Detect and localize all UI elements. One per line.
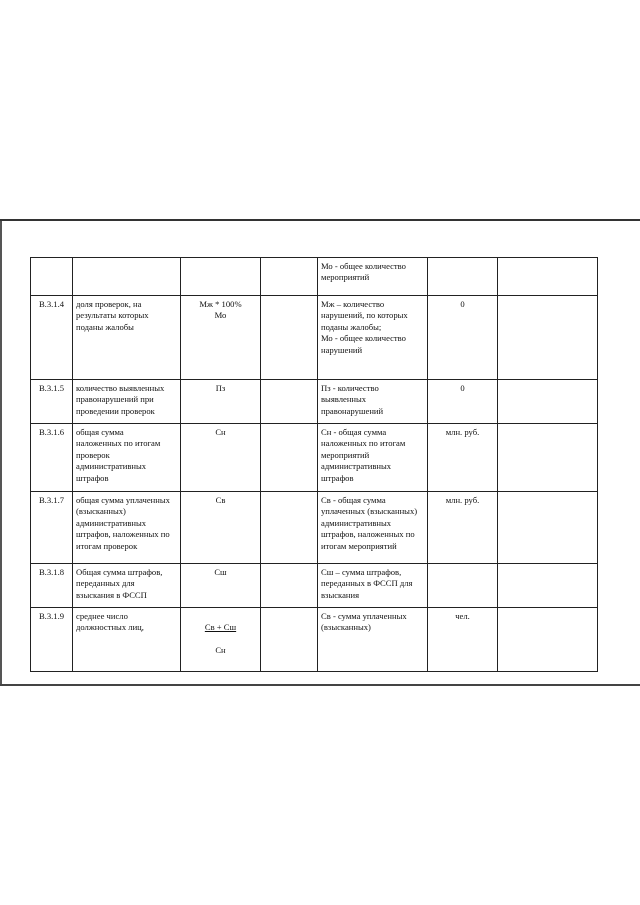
row-extra — [498, 492, 598, 564]
row-extra — [498, 296, 598, 380]
row-extra — [498, 608, 598, 672]
row-description: Пз - количество выявленных правонарушений — [318, 380, 428, 424]
row-value — [428, 564, 498, 608]
formula-numerator: Св + Сш — [204, 622, 237, 633]
table-row — [31, 380, 598, 424]
row-empty — [261, 564, 318, 608]
row-empty — [261, 296, 318, 380]
row-description: Св - сумма уплаченных (взысканных) — [318, 608, 428, 672]
row-empty — [261, 424, 318, 492]
row-formula: Сн — [181, 424, 261, 492]
row-name: Общая сумма штрафов, переданных для взыскания в ФССП — [73, 564, 181, 608]
row-code: В.3.1.4 — [31, 296, 73, 380]
row-name: количество выявленных правонарушений при проведении проверок — [73, 380, 181, 424]
row-empty — [261, 258, 318, 296]
row-formula: Сш — [181, 564, 261, 608]
row-extra — [498, 380, 598, 424]
row-name — [73, 258, 181, 296]
row-description: Сш – сумма штрафов, переданных в ФССП для взыскания — [318, 564, 428, 608]
row-formula: Мж * 100% Мо — [181, 296, 261, 380]
scan-edge-left — [0, 221, 2, 685]
row-extra — [498, 258, 598, 296]
table-row — [31, 608, 598, 672]
row-description: Сн - общая сумма наложенных по итогам мероприятий административных штрафов — [318, 424, 428, 492]
row-code: В.3.1.6 — [31, 424, 73, 492]
row-code: В.3.1.5 — [31, 380, 73, 424]
row-value: 0 — [428, 296, 498, 380]
row-value — [428, 258, 498, 296]
row-description: Мж – количество нарушений, по которых поданы жалобы; Мо - общее количество нарушений — [318, 296, 428, 380]
table-row — [31, 424, 598, 492]
row-formula — [181, 608, 261, 672]
row-formula: Пз — [181, 380, 261, 424]
row-value: чел. — [428, 608, 498, 672]
formula-denominator: Сн — [215, 645, 226, 656]
table-row — [31, 296, 598, 380]
row-empty — [261, 608, 318, 672]
row-name: общая сумма наложенных по итогам проверок административных штрафов — [73, 424, 181, 492]
row-value: 0 — [428, 380, 498, 424]
row-code: В.3.1.9 — [31, 608, 73, 672]
row-empty — [261, 380, 318, 424]
row-value: млн. руб. — [428, 424, 498, 492]
row-name: доля проверок, на результаты которых поданы жалобы — [73, 296, 181, 380]
row-formula — [181, 258, 261, 296]
row-name: среднее число должностных лиц, — [73, 608, 181, 672]
row-formula: Св — [181, 492, 261, 564]
row-empty — [261, 492, 318, 564]
table-row — [31, 492, 598, 564]
row-description: Св - общая сумма уплаченных (взысканных) административных штрафов, наложенных по итогам мероприятий — [318, 492, 428, 564]
row-extra — [498, 564, 598, 608]
row-code: В.3.1.8 — [31, 564, 73, 608]
scan-edge-top — [0, 219, 640, 221]
table-row — [31, 564, 598, 608]
row-code: В.3.1.7 — [31, 492, 73, 564]
scan-edge-bottom — [0, 684, 640, 686]
row-name: общая сумма уплаченных (взысканных) административных штрафов, наложенных по итогам проверок — [73, 492, 181, 564]
table-row — [31, 258, 598, 296]
indicator-table — [30, 257, 598, 672]
row-description: Мо - общее количество мероприятий — [318, 258, 428, 296]
row-code — [31, 258, 73, 296]
row-value: млн. руб. — [428, 492, 498, 564]
row-extra — [498, 424, 598, 492]
